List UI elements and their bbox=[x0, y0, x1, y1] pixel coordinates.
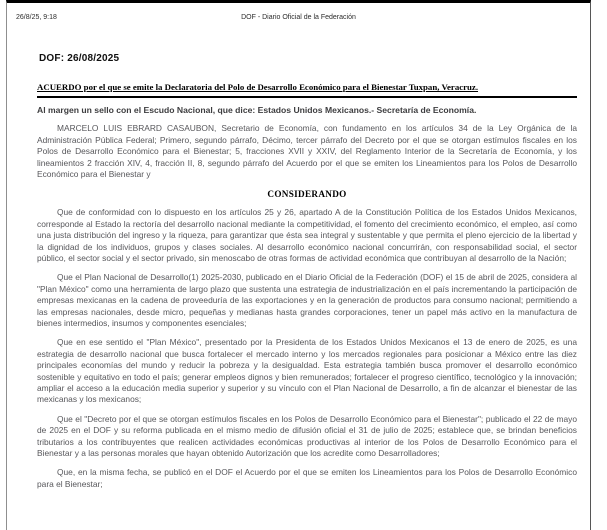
print-header bbox=[7, 14, 590, 23]
document-content bbox=[7, 53, 590, 490]
considerando-paragraph-1: Que de conformidad con lo dispuesto en los artículos 25 y 26, apartado A de la Constitución Política de los Estados Unidos Mexicanos, corresponde al Estado la rectoría del desarrollo nacional mediante la competitividad, el fomento del crecimiento económico, el empleo, así como una justa distribución del ingreso y la riqueza, para garantizar que ésta sea integral y sustentable y que permita el pleno ejercicio de la libertad y la dignidad de los individuos, grupos y clases sociales. Al desarrollo económico nacional concurrirán, con responsabilidad social, el sector público, el sector social y el sector privado, sin menoscabo de otras formas de actividad económica que contribuyan al desarrollo de la Nación; bbox=[37, 207, 577, 263]
dof-date: DOF: 26/08/2025 bbox=[39, 53, 120, 64]
considerando-paragraph-2: Que el Plan Nacional de Desarrollo(1) 2025-2030, publicado en el Diario Oficial de la Federación (DOF) el 15 de abril de 2025, considera al "Plan México" como una herramienta de largo plazo que sustenta una estrategia de industrialización en el país incrementando la participación de empresas mexicanas en la cadena de proveeduría de las exportaciones y en la generación de productos para consumo nacional; permitiendo a las empresas nacionales, desde micro, pequeñas y medianas hasta grandes corporaciones, tener un papel más activo en la manufactura de bienes intermedios, insumos y componentes esenciales; bbox=[37, 272, 577, 328]
considerando-paragraph-3: Que en ese sentido el "Plan México", presentado por la Presidenta de los Estados Unidos Mexicanos el 13 de enero de 2025, es una estrategia de desarrollo nacional que busca fortalecer el mercado interno y los mercados regionales para posicionar a México entre las diez principales economías del mundo y reducir la pobreza y la desigualdad. Esta estrategia también busca promover el desarrollo económico sostenible y equitativo en todo el país; generar empleos dignos y bien remunerados; fortalecer el progreso científico, tecnológico y la innovación; ampliar el acceso a la educación media superior y superior y su vínculo con el Plan Nacional de Desarrollo, a fin de alcanzar el bienestar de las mexicanas y los mexicanos; bbox=[37, 337, 577, 405]
considerando-heading: CONSIDERANDO bbox=[267, 189, 347, 200]
print-timestamp: 26/8/25, 9:18 bbox=[16, 14, 57, 21]
considerando-paragraph-5: Que, en la misma fecha, se publicó en el DOF el Acuerdo por el que se emiten los Lineamientos para los Polos de Desarrollo Económico para el Bienestar; bbox=[37, 467, 577, 489]
document-title: ACUERDO por el que se emite la Declaratoria del Polo de Desarrollo Económico para el Bienestar Tuxpan, Veracruz. bbox=[37, 82, 577, 98]
margin-note: Al margen un sello con el Escudo Nacional, que dice: Estados Unidos Mexicanos.- Secretaría de Economía. bbox=[37, 104, 477, 115]
document-page bbox=[6, 0, 591, 530]
intro-paragraph: MARCELO LUIS EBRARD CASAUBON, Secretario de Economía, con fundamento en los artículos 34 de la Ley Orgánica de la Administración Pública Federal; Primero, segundo párrafo, Décimo, tercer párrafo del Decreto por el que se otorgan estímulos fiscales en los Polos de Desarrollo Económico para el Bienestar; 5, fracciones XVII y XXIV, del Reglamento Interior de la Secretaría de Economía, y los lineamientos 2 fracción XIV, 4, fracción II, 8, segundo párrafo del Acuerdo por el que se emiten los Lineamientos para los Polos de Desarrollo Económico para el Bienestar y bbox=[37, 123, 577, 179]
considerando-paragraph-4: Que el "Decreto por el que se otorgan estímulos fiscales en los Polos de Desarrollo Económico para el Bienestar"; publicado el 22 de mayo de 2025 en el DOF y su reforma publicada en el mismo medio de difusión oficial el 31 de julio de 2025; establece que, se brindan beneficios tributarios a los contribuyentes que realicen actividades económicas productivas al interior de los Polos de Desarrollo Económico para el Bienestar y a las personas morales que hayan obtenido Autorización que los acredite como Desarrolladores; bbox=[37, 413, 577, 459]
print-site-title: DOF - Diario Oficial de la Federación bbox=[241, 14, 356, 21]
